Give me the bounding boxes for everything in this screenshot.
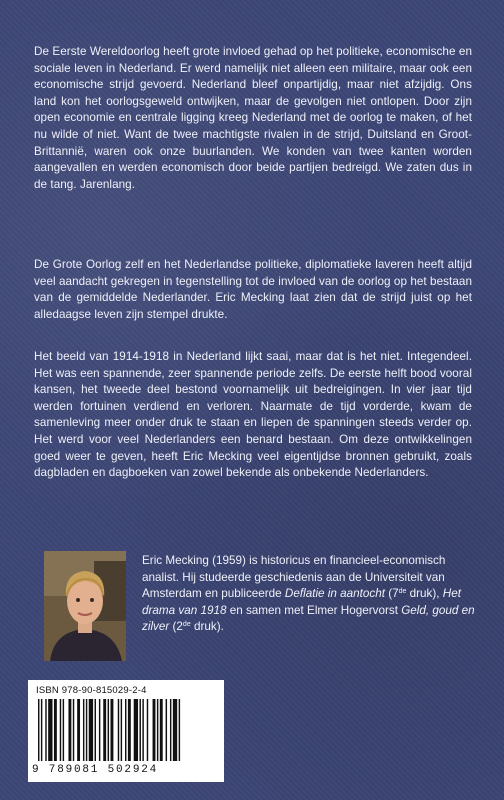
barcode-bar: [99, 699, 100, 761]
bio-intro: Eric Mecking (1959) is historicus en financieel-economisch analist. Hij studeerde geschiedenis aan de Universiteit van Amsterdam en publiceerde: [142, 554, 446, 601]
barcode-bar: [160, 699, 163, 761]
blurb-paragraph-3: Het beeld van 1914-1918 in Nederland lijkt saai, maar dat is het niet. Integendeel. Het was een spannende, zeer spannende periode zelfs. De eerste helft bood vooral kansen, het tweede deel bestond voornamelijk uit bedreigingen. In vier jaar tijd werden fortuinen verdiend en verloren. Naarmate de tijd vorderde, kwam de samenleving meer onder druk te staan en liepen de spanningen steeds verder op. Het werd voor veel Nederlanders een benard bestaan. Om deze ontwikkelingen goed weer te geven, heeft Eric Mecking veel eigentijdse bronnen gebruikt, zoals dagbladen en dagboeken van zowel bekende als onbekende Nederlanders.: [34, 350, 472, 480]
blurb-paragraph-2: De Grote Oorlog zelf en het Nederlandse politieke, diplomatieke laveren heeft altijd veel aandacht gekregen in tegenstelling tot de invloed van de oorlog op het bestaan van de gemiddelde Nederlander. Eric Mecking laat zien dat de strijd juist op het alledaagse leven zijn stempel drukte.: [34, 258, 472, 321]
barcode-bar: [86, 699, 87, 761]
barcode-icon: [36, 699, 216, 763]
bio-edition-2-post: druk).: [190, 620, 224, 634]
barcode-bar: [170, 699, 171, 761]
bio-edition-1-post: druk),: [406, 587, 440, 601]
barcode-bar: [166, 699, 167, 761]
barcode-bar: [95, 699, 96, 761]
barcode-bar: [83, 699, 84, 761]
barcode-box: [28, 680, 224, 782]
barcode-bar: [48, 699, 52, 761]
barcode-bar: [140, 699, 141, 761]
barcode-bar: [157, 699, 158, 761]
blurb-paragraph-1: De Eerste Wereldoorlog heeft grote invloed gehad op het politieke, economische en sociale leven in Nederland. Er werd namelijk niet alleen een militaire, maar ook een economische strijd gevoerd. Nederland bleef onpartijdig, maar niet afzijdig. Ons land kon het oorlogsgeweld ontwijken, maar de gevolgen niet ontlopen. Door zijn open economie en centrale ligging kreeg Nederland met de oorlog te maken, of het nu wilde of niet. Want de twee machtigste rivalen in de strijd, Duitsland en Groot-Brittannië, waren ook onze buurlanden. We konden van twee kanten worden aangevallen en werden economisch door beide partijen bedreigd. We zaten dus in de tang. Jarenlang.: [34, 45, 472, 191]
isbn-label: ISBN 978-90-815029-2-4: [36, 685, 147, 696]
bio-book-deflatie: Deflatie in aantocht: [284, 587, 385, 601]
barcode-bar: [63, 699, 64, 761]
barcode-bar: [121, 699, 122, 761]
barcode-bar: [142, 699, 143, 761]
ean-digits: 9 789081 502924: [32, 764, 159, 776]
barcode-bar: [125, 699, 126, 761]
barcode-bar: [147, 699, 148, 761]
barcode-bar: [128, 699, 131, 761]
barcode-bar: [68, 699, 71, 761]
bio-edition-1-sup: de: [398, 588, 407, 596]
bio-mid: en samen met Elmer Hogervorst: [226, 603, 402, 617]
barcode-bar: [41, 699, 42, 761]
barcode-bar: [89, 699, 93, 761]
bio-edition-1-pre: (7: [384, 587, 399, 601]
barcode-bar: [179, 699, 180, 761]
barcode-bar: [77, 699, 80, 761]
barcode-bar: [60, 699, 61, 761]
barcode-bar: [38, 699, 39, 761]
bio-book-geld: Geld, goud en zilver: [142, 603, 475, 634]
barcode-bar: [118, 699, 119, 761]
barcode-bar: [54, 699, 57, 761]
author-bio: [142, 553, 480, 636]
barcode-bar: [73, 699, 74, 761]
bio-edition-2-sup: de: [182, 621, 191, 629]
bio-edition-2-pre: (2: [169, 620, 183, 634]
barcode-bar: [111, 699, 114, 761]
barcode-bar: [108, 699, 109, 761]
barcode-bar: [134, 699, 138, 761]
barcode-bar: [153, 699, 156, 761]
bio-book-drama: Het drama van 1918: [142, 587, 461, 617]
barcode-bar: [173, 699, 177, 761]
barcode-bar: [45, 699, 46, 761]
barcode-bar: [103, 699, 106, 761]
author-photo: [44, 551, 126, 661]
